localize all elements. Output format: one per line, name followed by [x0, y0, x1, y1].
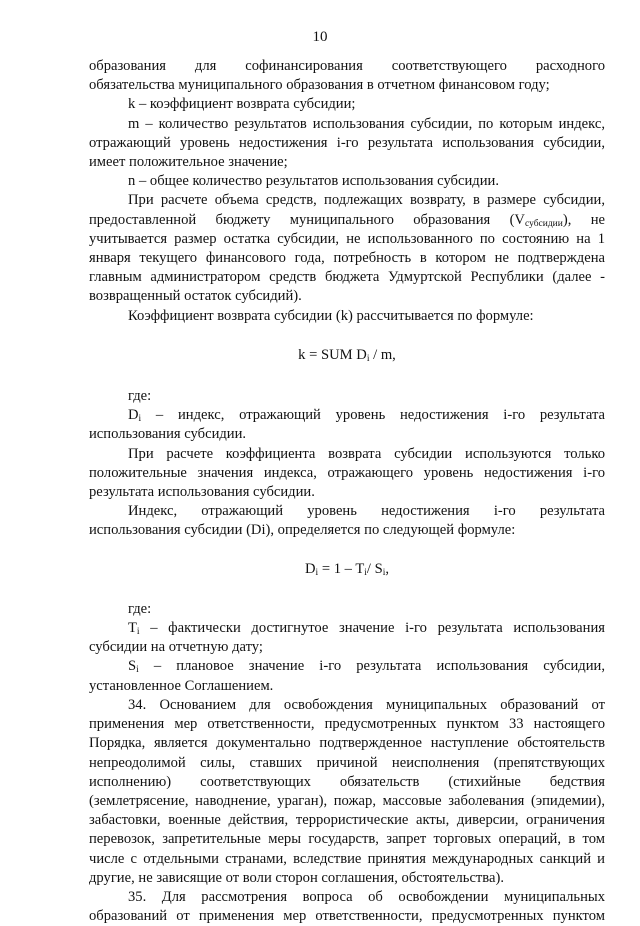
where-label: где: [128, 600, 152, 617]
paragraph-35: 35. Для рассмотрения вопроса об освобождении муниципальных образований от применения мер ответственности, предусмотренных пунктом [89, 888, 605, 925]
page-number: 10 [312, 29, 328, 45]
formula-k: k = SUM $D_i$ / m, [298, 346, 396, 364]
definition-m: m – количество результатов использования субсидии, по которым индекс, отражающий уровень недостижения i-го результата использования субсидии, имеет положительное значение; [89, 115, 605, 171]
text-line: образования для софинансирования соответствующего расходного [89, 58, 605, 74]
where-label: где: [128, 388, 152, 405]
formula-d: $D_i = 1 - T_i/$ $S_i$, [304, 560, 390, 578]
text-line: обязательства муниципального образования в отчетном финансовом году; [89, 77, 550, 94]
text-line: Индекс, отражающий уровень недостижения i-го результата [128, 503, 605, 520]
definition-di: $D_i$ – индекс, отражающий уровень недостижения i-го результата использования субсидии. [89, 407, 605, 443]
paragraph-volume: При расчете объема средств, подлежащих возврату, в размере субсидии, предоставленной бюджету муниципального образования $(V_{субсидии})$, не учитывается размер остатка субсидии, не использованного по состоянию на 1 января текущего финансового года, потребность в котором не подтверждена главным администратором средств бюджета Удмуртской Республики (далее - возвращенный остаток субсидий). [89, 192, 605, 305]
definition-k: k – коэффициент возврата субсидии; [128, 96, 356, 113]
paragraph-34: 34. Основанием для освобождения муниципальных образований от применения мер ответственности, предусмотренных пунктом 33 настоящего Порядка, является документально подтвержденное наступление обстоятельств непреодолимой силы, ставших причиной неисполнения (препятствующих исполнению) соответствующих обязательств (стихийные бедствия (землетрясение, наводнение, ураган), пожар, массовые заболевания (эпидемии), забастовки, военные действия, террористические акты, диверсии, ограничения перевозок, запретительные меры государств, запрет торговых операций, в том числе с отдельными странами, вследствие принятия международных санкций и другие, не зависящие от воли сторон соглашения, обстоятельства). [89, 696, 605, 886]
coefficient-intro: Коэффициент возврата субсидии (k) рассчитывается по формуле: [128, 307, 534, 324]
definition-ti: $T_i$ – фактически достигнутое значение i-го результата использования субсидии на отчетную дату; [89, 620, 605, 656]
paragraph-positive: При расчете коэффициента возврата субсидии используются только положительные значения индекса, отражающего уровень недостижения i-го результата использования субсидии. [89, 445, 605, 501]
text-line: использования субсидии (Di), определяется по следующей формуле: [89, 522, 516, 539]
definition-si: $S_i$ – плановое значение i-го результата использования субсидии, установленное Соглашением. [89, 658, 605, 694]
document-body [89, 57, 605, 926]
definition-n: n – общее количество результатов использования субсидии. [128, 173, 499, 190]
